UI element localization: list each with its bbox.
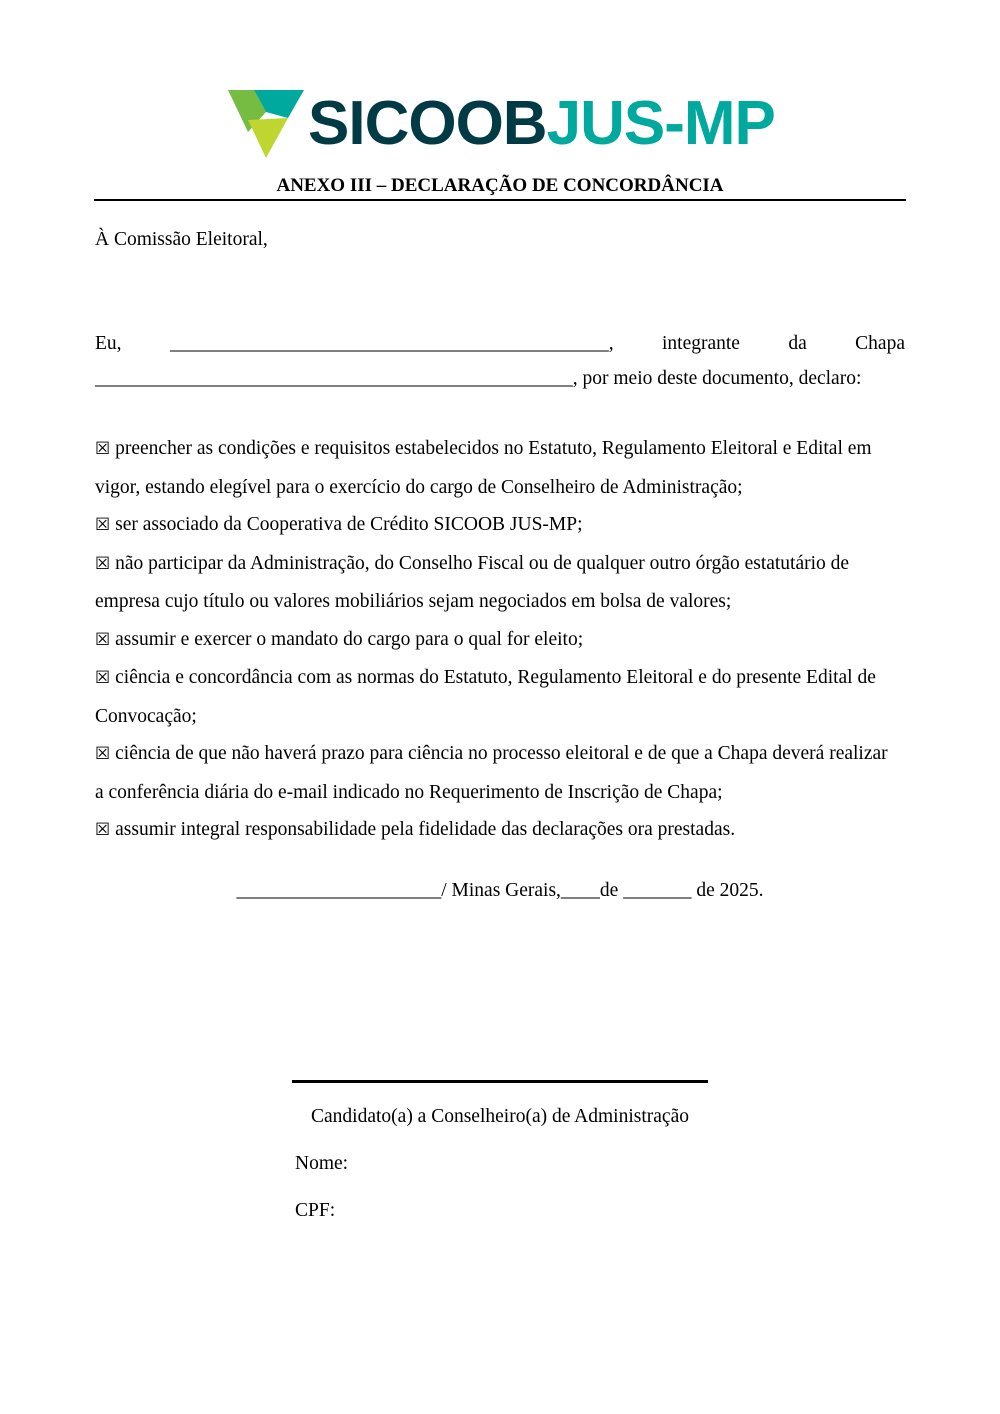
signature-line[interactable] [292,1080,708,1083]
cpf-label: CPF: [295,1200,336,1221]
declaration-item [95,659,905,735]
intro-chapa: Chapa [855,333,905,354]
declaration-text: assumir integral responsabilidade pela fidelidade das declarações ora prestadas. [115,819,736,840]
place-date-line[interactable]: _____________________/ Minas Gerais,____de _______ de 2025. [236,880,764,901]
checked-box-icon[interactable]: ☒ [95,439,111,459]
intro-da: da [788,333,807,354]
declaration-text: não participar da Administração, do Conselho Fiscal ou de qualquer outro órgão estatutário de [115,552,850,574]
intro-line-1 [95,325,905,363]
declaration-text-cont: vigor, estando elegível para o exercício do cargo de Conselheiro de Administração; [95,476,743,498]
salutation: À Comissão Eleitoral, [95,229,268,250]
name-blank-field[interactable]: _____________________________________________, [169,333,614,354]
declaration-text-cont: a conferência diária do e-mail indicado no Requerimento de Inscrição de Chapa; [95,781,723,803]
declaration-text: ser associado da Cooperativa de Crédito SICOOB JUS-MP; [115,514,583,535]
declaration-text-cont: Convocação; [95,705,197,727]
intro-eu: Eu, [95,333,122,354]
declaration-list [95,430,905,850]
checked-box-icon[interactable]: ☒ [95,553,111,574]
declaration-text-cont: empresa cujo título ou valores mobiliários sejam negociados em bolsa de valores; [95,591,732,612]
document-title: ANEXO III – DECLARAÇÃO DE CONCORDÂNCIA [276,175,724,196]
checked-box-icon[interactable]: ☒ [95,629,111,650]
logo-sicoob: SICOOB [308,89,547,158]
declaration-text: assumir e exercer o mandato do cargo para o qual for eleito; [115,628,584,650]
sicoob-jus-mp-logo [226,88,776,160]
declaration-text: preencher as condições e requisitos estabelecidos no Estatuto, Regulamento Eleitoral e Edital em [115,438,872,459]
declaration-text: ciência e concordância com as normas do Estatuto, Regulamento Eleitoral e do presente Edital de [115,667,876,688]
checked-box-icon[interactable]: ☒ [95,515,111,535]
intro-line-2: _________________________________________________, por meio deste documento, declaro: [95,368,862,389]
signature-label: Candidato(a) a Conselheiro(a) de Administração [311,1106,689,1127]
declaration-text: ciência de que não haverá prazo para ciência no processo eleitoral e de que a Chapa deverá realizar [115,743,888,764]
declaration-item [95,545,905,621]
checked-box-icon[interactable]: ☒ [95,668,111,688]
logo-triangle-icon [226,88,306,160]
logo-jus-mp: JUS-MP [546,89,775,158]
intro-integrante: integrante [661,333,740,354]
declaration-item [95,811,905,850]
declaration-item [95,506,905,545]
nome-label: Nome: [295,1153,349,1174]
declaration-item [95,621,905,660]
logo-wordmark [308,88,775,160]
declaration-item [95,735,905,811]
declaration-item [95,430,905,506]
checked-box-icon[interactable]: ☒ [95,820,111,840]
checked-box-icon[interactable]: ☒ [95,744,111,764]
title-divider [94,199,906,201]
